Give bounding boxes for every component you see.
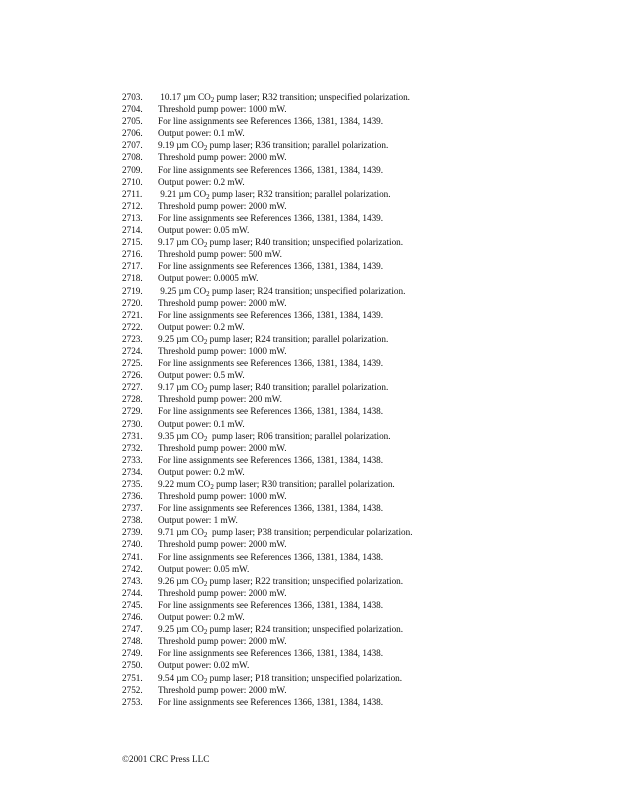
note-text — [158, 611, 245, 623]
note-text — [158, 514, 238, 526]
note-line — [122, 333, 592, 345]
note-text — [158, 442, 287, 454]
note-text — [158, 248, 282, 260]
note-number: 2717. — [122, 261, 143, 272]
note-text-main: 9.19 µm CO — [158, 140, 204, 151]
note-text-main: Output power: 1 mW. — [158, 515, 238, 526]
note-subscript: 2 — [203, 531, 208, 540]
note-text — [158, 587, 287, 599]
note-text-main: For line assignments see References 1366, 1381, 1384, 1439. — [158, 309, 384, 320]
note-line — [122, 599, 592, 611]
note-subscript: 2 — [203, 628, 208, 637]
note-number: 2727. — [122, 382, 143, 393]
note-number: 2735. — [122, 479, 143, 489]
note-text-main: Output power: 0.05 mW. — [158, 225, 250, 236]
note-text — [158, 115, 383, 127]
note-subscript: 2 — [203, 676, 208, 685]
note-line — [122, 115, 592, 127]
note-text — [158, 478, 395, 490]
note-line — [122, 139, 592, 151]
note-text — [158, 333, 388, 345]
note-line — [122, 587, 592, 599]
note-text-main: Threshold pump power: 1000 mW. — [158, 491, 287, 502]
note-line — [122, 466, 592, 478]
note-number: 2716. — [122, 249, 143, 260]
note-text-main: Output power: 0.0005 mW. — [158, 273, 259, 284]
note-text — [158, 200, 287, 212]
note-text-main: Threshold pump power: 2000 mW. — [158, 684, 287, 695]
note-text — [158, 659, 249, 671]
note-number: 2704. — [122, 104, 143, 115]
note-text — [158, 599, 383, 611]
note-number: 2740. — [122, 539, 143, 550]
note-line — [122, 260, 592, 272]
note-line — [122, 248, 592, 260]
note-line — [122, 345, 592, 357]
note-text — [158, 647, 383, 659]
note-line — [122, 514, 592, 526]
note-text — [158, 381, 388, 393]
note-line — [122, 127, 592, 139]
note-subscript: 2 — [206, 289, 210, 298]
note-text-main: 9.22 mum CO — [158, 479, 211, 489]
note-number: 2720. — [122, 297, 143, 308]
note-text-main: Output power: 0.2 mW. — [158, 321, 245, 332]
note-line — [122, 164, 592, 176]
note-text — [158, 297, 287, 309]
note-text-main: Output power: 0.2 mW. — [158, 466, 245, 477]
note-text — [158, 575, 403, 587]
note-text — [158, 490, 287, 502]
note-text-rest: pump laser; R40 transition; parallel polarization. — [207, 382, 389, 393]
note-text — [158, 454, 383, 466]
note-line — [122, 224, 592, 236]
note-number: 2734. — [122, 466, 143, 477]
note-line — [122, 212, 592, 224]
note-line — [122, 442, 592, 454]
note-line — [122, 551, 592, 563]
note-number: 2745. — [122, 599, 143, 610]
note-line — [122, 526, 592, 538]
note-subscript: 2 — [203, 144, 208, 153]
note-text-main: For line assignments see References 1366, 1381, 1384, 1439. — [158, 164, 384, 175]
note-text-main: 9.25 µm CO — [158, 285, 207, 296]
note-text-main: 9.17 µm CO — [158, 382, 204, 393]
note-text — [158, 127, 245, 139]
note-number: 2715. — [122, 237, 143, 248]
note-text-main: Threshold pump power: 2000 mW. — [158, 442, 287, 453]
note-line — [122, 575, 592, 587]
note-line — [122, 538, 592, 550]
note-text — [158, 260, 383, 272]
note-number: 2741. — [122, 551, 143, 562]
copyright-footer: ©2001 CRC Press LLC — [122, 754, 210, 764]
note-text-main: Threshold pump power: 1000 mW. — [158, 345, 287, 356]
note-text-main: Threshold pump power: 2000 mW. — [158, 636, 287, 647]
note-text — [158, 272, 258, 284]
note-number: 2742. — [122, 563, 143, 574]
note-text-rest: pump laser; P18 transition; unspecified polarization. — [207, 672, 403, 683]
note-subscript: 2 — [210, 96, 215, 104]
note-text-main: Threshold pump power: 200 mW. — [158, 394, 282, 405]
note-line — [122, 490, 592, 502]
notes-list — [122, 91, 592, 708]
note-line — [122, 321, 592, 333]
note-number: 2718. — [122, 273, 143, 284]
note-text-main: Output power: 0.5 mW. — [158, 370, 245, 381]
note-number: 2705. — [122, 116, 143, 127]
note-text-rest: pump laser; R40 transition; unspecified polarization. — [207, 237, 404, 248]
note-line — [122, 611, 592, 623]
note-text-main: For line assignments see References 1366, 1381, 1384, 1438. — [158, 551, 384, 562]
note-text — [158, 164, 383, 176]
note-text — [158, 139, 388, 151]
note-number: 2732. — [122, 442, 143, 453]
note-number: 2739. — [122, 527, 143, 538]
note-line — [122, 188, 592, 200]
note-line — [122, 357, 592, 369]
note-text — [158, 526, 413, 538]
note-text — [158, 345, 287, 357]
note-line — [122, 647, 592, 659]
note-text — [158, 91, 410, 103]
note-text-rest: pump laser; R30 transition; parallel polarization. — [213, 479, 395, 489]
note-text-main: 9.35 µm CO — [158, 430, 204, 441]
note-line — [122, 285, 592, 297]
note-text — [158, 551, 383, 563]
note-text-main: Output power: 0.1 mW. — [158, 418, 245, 429]
note-text — [158, 696, 383, 708]
note-text-rest: pump laser; R36 transition; parallel polarization. — [207, 140, 389, 151]
note-subscript: 2 — [206, 192, 210, 201]
note-text-rest: pump laser; R24 transition; unspecified polarization. — [209, 285, 406, 296]
note-line — [122, 684, 592, 696]
note-text-rest: pump laser; R22 transition; unspecified polarization. — [207, 575, 404, 586]
note-line — [122, 200, 592, 212]
note-number: 2723. — [122, 333, 143, 344]
note-text-main: For line assignments see References 1366, 1381, 1384, 1438. — [158, 648, 384, 659]
note-number: 2712. — [122, 200, 143, 211]
note-line — [122, 151, 592, 163]
note-number: 2729. — [122, 406, 143, 417]
note-text — [158, 236, 403, 248]
note-line — [122, 297, 592, 309]
note-text — [158, 393, 282, 405]
note-line — [122, 418, 592, 430]
note-number: 2725. — [122, 358, 143, 369]
note-text — [158, 684, 287, 696]
note-number: 2721. — [122, 309, 143, 320]
note-subscript: 2 — [203, 386, 208, 395]
note-text — [158, 466, 245, 478]
note-text — [158, 309, 383, 321]
note-text-main: Threshold pump power: 2000 mW. — [158, 152, 287, 163]
note-text-rest: pump laser; R32 transition; parallel polarization. — [209, 188, 391, 199]
note-text — [158, 176, 245, 188]
note-text-rest: pump laser; R24 transition; parallel polarization. — [207, 333, 389, 344]
note-text-main: Threshold pump power: 2000 mW. — [158, 587, 287, 598]
note-text-rest: pump laser; R24 transition; unspecified polarization. — [207, 624, 404, 635]
note-text — [158, 405, 383, 417]
note-line — [122, 635, 592, 647]
note-text-main: Output power: 0.02 mW. — [158, 660, 250, 671]
note-subscript: 2 — [210, 483, 214, 491]
note-text-rest: pump laser; R32 transition; unspecified polarization. — [214, 92, 410, 102]
note-text-main: For line assignments see References 1366, 1381, 1384, 1438. — [158, 406, 384, 417]
note-text-main: 9.54 µm CO — [158, 672, 204, 683]
note-text — [158, 212, 383, 224]
note-number: 2736. — [122, 491, 143, 502]
note-line — [122, 91, 592, 103]
note-number: 2733. — [122, 454, 143, 465]
note-text — [158, 103, 287, 115]
note-text-main: 10.17 µm CO — [158, 92, 211, 102]
note-line — [122, 272, 592, 284]
note-number: 2752. — [122, 684, 143, 695]
note-text-main: For line assignments see References 1366, 1381, 1384, 1439. — [158, 116, 384, 127]
note-text — [158, 538, 287, 550]
note-number: 2713. — [122, 212, 143, 223]
note-text-main: For line assignments see References 1366, 1381, 1384, 1439. — [158, 212, 384, 223]
note-line — [122, 405, 592, 417]
note-line — [122, 236, 592, 248]
note-text — [158, 418, 245, 430]
note-text — [158, 285, 405, 297]
note-text — [158, 563, 249, 575]
note-text-main: Threshold pump power: 2000 mW. — [158, 200, 287, 211]
note-text-main: Threshold pump power: 1000 mW. — [158, 104, 287, 115]
note-number: 2730. — [122, 418, 143, 429]
note-number: 2737. — [122, 503, 143, 514]
note-number: 2751. — [122, 672, 143, 683]
note-number: 2738. — [122, 515, 143, 526]
note-text-main: For line assignments see References 1366, 1381, 1384, 1439. — [158, 261, 384, 272]
note-subscript: 2 — [203, 337, 208, 346]
note-line — [122, 430, 592, 442]
note-text — [158, 369, 245, 381]
note-line — [122, 659, 592, 671]
note-number: 2726. — [122, 370, 143, 381]
note-number: 2744. — [122, 587, 143, 598]
note-text-main: For line assignments see References 1366, 1381, 1384, 1438. — [158, 696, 384, 707]
note-line — [122, 309, 592, 321]
note-text-main: Threshold pump power: 2000 mW. — [158, 297, 287, 308]
note-text — [158, 623, 403, 635]
note-number: 2710. — [122, 176, 143, 187]
note-number: 2706. — [122, 128, 143, 139]
note-text-main: 9.17 µm CO — [158, 237, 204, 248]
note-number: 2707. — [122, 140, 143, 151]
note-text-main: Output power: 0.2 mW. — [158, 612, 245, 623]
note-text — [158, 430, 391, 442]
note-line — [122, 696, 592, 708]
note-subscript: 2 — [203, 579, 208, 588]
note-number: 2711. — [122, 188, 143, 199]
note-text-main: For line assignments see References 1366, 1381, 1384, 1438. — [158, 454, 384, 465]
note-text — [158, 224, 249, 236]
note-number: 2719. — [122, 285, 143, 296]
note-number: 2731. — [122, 430, 143, 441]
note-subscript: 2 — [203, 434, 208, 443]
note-line — [122, 502, 592, 514]
note-text-main: For line assignments see References 1366, 1381, 1384, 1438. — [158, 503, 384, 514]
note-text-rest: pump laser; P38 transition; perpendicular polarization. — [207, 527, 413, 538]
note-text-main: 9.26 µm CO — [158, 575, 204, 586]
note-number: 2728. — [122, 394, 143, 405]
note-text — [158, 188, 391, 200]
note-line — [122, 381, 592, 393]
note-number: 2746. — [122, 612, 143, 623]
note-text-main: For line assignments see References 1366, 1381, 1384, 1438. — [158, 599, 384, 610]
note-text-main: 9.25 µm CO — [158, 333, 204, 344]
note-line — [122, 103, 592, 115]
note-number: 2747. — [122, 624, 143, 635]
note-text — [158, 357, 383, 369]
note-text — [158, 321, 245, 333]
note-line — [122, 478, 592, 490]
note-text-main: Output power: 0.2 mW. — [158, 176, 245, 187]
note-text — [158, 635, 287, 647]
note-text-main: Output power: 0.05 mW. — [158, 563, 250, 574]
note-text-rest: pump laser; R06 transition; parallel polarization. — [207, 430, 391, 441]
note-line — [122, 563, 592, 575]
note-text-main: 9.25 µm CO — [158, 624, 204, 635]
note-number: 2753. — [122, 696, 143, 707]
note-number: 2743. — [122, 575, 143, 586]
note-number: 2748. — [122, 636, 143, 647]
note-text-main: Threshold pump power: 2000 mW. — [158, 539, 287, 550]
note-number: 2750. — [122, 660, 143, 671]
note-number: 2709. — [122, 164, 143, 175]
note-number: 2708. — [122, 152, 143, 163]
note-text-main: Threshold pump power: 500 mW. — [158, 249, 282, 260]
note-number: 2749. — [122, 648, 143, 659]
note-line — [122, 369, 592, 381]
note-text-main: Output power: 0.1 mW. — [158, 128, 245, 139]
note-text-main: 9.21 µm CO — [158, 188, 207, 199]
note-line — [122, 623, 592, 635]
note-line — [122, 672, 592, 684]
note-text — [158, 672, 402, 684]
note-text-main: 9.71 µm CO — [158, 527, 204, 538]
note-text-main: For line assignments see References 1366, 1381, 1384, 1439. — [158, 358, 384, 369]
note-line — [122, 393, 592, 405]
note-line — [122, 176, 592, 188]
note-number: 2724. — [122, 345, 143, 356]
note-number: 2714. — [122, 225, 143, 236]
note-text — [158, 151, 287, 163]
note-line — [122, 454, 592, 466]
note-number: 2722. — [122, 321, 143, 332]
note-text — [158, 502, 383, 514]
note-subscript: 2 — [203, 241, 208, 250]
note-number: 2703. — [122, 92, 143, 102]
